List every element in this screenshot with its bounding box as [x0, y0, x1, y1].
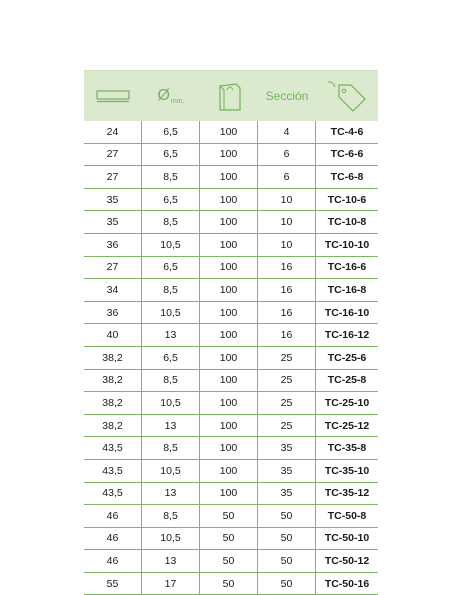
- reference-cell: TC-16-10: [324, 306, 370, 319]
- length-cell: 46: [84, 550, 142, 572]
- length-header: [84, 71, 142, 121]
- length-cell: 46: [84, 528, 142, 550]
- length-cell: 43,5: [84, 437, 142, 459]
- tag-icon: [325, 79, 369, 113]
- diameter-cell: 8,5: [142, 211, 200, 233]
- table-row: [84, 121, 378, 144]
- section-cell: 35: [258, 483, 316, 505]
- quantity-cell: 100: [200, 460, 258, 482]
- quantity-cell: 50: [200, 528, 258, 550]
- section-cell: 50: [258, 528, 316, 550]
- section-cell: 16: [258, 279, 316, 301]
- reference-cell: TC-10-8: [327, 216, 367, 229]
- reference-cell: TC-50-8: [327, 509, 367, 522]
- diameter-cell: 10,5: [142, 528, 200, 550]
- reference-cell: TC-25-10: [324, 396, 370, 409]
- quantity-cell: 100: [200, 234, 258, 256]
- table-row: [84, 189, 378, 212]
- diameter-cell: 6,5: [142, 347, 200, 369]
- length-cell: 46: [84, 505, 142, 527]
- quantity-cell: 100: [200, 302, 258, 324]
- quantity-header: [200, 71, 258, 121]
- section-cell: 10: [258, 234, 316, 256]
- diameter-cell: 13: [142, 483, 200, 505]
- quantity-cell: 50: [200, 550, 258, 572]
- diameter-cell: 6,5: [142, 257, 200, 279]
- reference-cell: TC-4-6: [330, 125, 364, 138]
- section-cell: 25: [258, 370, 316, 392]
- section-cell: 16: [258, 324, 316, 346]
- diameter-unit: mm.: [170, 97, 185, 105]
- length-cell: 38,2: [84, 415, 142, 437]
- table-row: [84, 483, 378, 506]
- table-row: [84, 166, 378, 189]
- table-row: [84, 550, 378, 573]
- length-cell: 35: [84, 189, 142, 211]
- table-row: [84, 279, 378, 302]
- section-cell: 50: [258, 550, 316, 572]
- table-body: [84, 121, 378, 595]
- table-row: [84, 347, 378, 370]
- table-row: [84, 257, 378, 280]
- reference-cell: TC-25-12: [324, 419, 370, 432]
- quantity-cell: 100: [200, 189, 258, 211]
- table-row: [84, 370, 378, 393]
- quantity-cell: 100: [200, 392, 258, 414]
- length-cell: 36: [84, 234, 142, 256]
- bag-icon: [216, 80, 242, 112]
- reference-cell: TC-50-10: [324, 532, 370, 545]
- reference-cell: TC-35-10: [324, 464, 370, 477]
- quantity-cell: 100: [200, 370, 258, 392]
- diameter-cell: 10,5: [142, 392, 200, 414]
- reference-cell: TC-10-10: [324, 238, 370, 251]
- table-row: [84, 392, 378, 415]
- diameter-cell: 13: [142, 324, 200, 346]
- length-cell: 27: [84, 166, 142, 188]
- length-cell: 38,2: [84, 347, 142, 369]
- length-cell: 43,5: [84, 460, 142, 482]
- reference-cell: TC-6-8: [330, 170, 364, 183]
- table-row: [84, 211, 378, 234]
- table-row: [84, 302, 378, 325]
- diameter-cell: 8,5: [142, 370, 200, 392]
- table-row: [84, 324, 378, 347]
- diameter-cell: 13: [142, 550, 200, 572]
- diameter-cell: 8,5: [142, 437, 200, 459]
- reference-cell: TC-50-16: [324, 577, 370, 590]
- reference-cell: TC-25-6: [327, 351, 367, 364]
- length-cell: 34: [84, 279, 142, 301]
- length-cell: 55: [84, 573, 142, 595]
- diameter-cell: 6,5: [142, 144, 200, 166]
- length-cell: 36: [84, 302, 142, 324]
- reference-cell: TC-6-6: [330, 148, 364, 161]
- length-cell: 38,2: [84, 370, 142, 392]
- quantity-cell: 100: [200, 415, 258, 437]
- quantity-cell: 100: [200, 437, 258, 459]
- section-cell: 25: [258, 347, 316, 369]
- section-cell: 16: [258, 257, 316, 279]
- section-cell: 35: [258, 437, 316, 459]
- section-cell: 25: [258, 415, 316, 437]
- diameter-cell: 6,5: [142, 121, 200, 143]
- table-row: [84, 415, 378, 438]
- diameter-cell: 17: [142, 573, 200, 595]
- section-cell: 35: [258, 460, 316, 482]
- diameter-cell: 13: [142, 415, 200, 437]
- section-cell: 6: [258, 166, 316, 188]
- product-table: [84, 70, 378, 595]
- diameter-cell: 8,5: [142, 505, 200, 527]
- reference-cell: TC-25-8: [327, 374, 367, 387]
- section-cell: 10: [258, 189, 316, 211]
- quantity-cell: 100: [200, 166, 258, 188]
- quantity-cell: 100: [200, 144, 258, 166]
- diameter-cell: 10,5: [142, 460, 200, 482]
- length-cell: 43,5: [84, 483, 142, 505]
- quantity-cell: 100: [200, 347, 258, 369]
- section-cell: 16: [258, 302, 316, 324]
- diameter-icon: Ø: [157, 87, 170, 104]
- section-cell: 10: [258, 211, 316, 233]
- diameter-header: [142, 71, 200, 121]
- length-cell: 40: [84, 324, 142, 346]
- section-header: [258, 71, 316, 121]
- table-row: [84, 460, 378, 483]
- quantity-cell: 50: [200, 573, 258, 595]
- reference-cell: TC-35-8: [327, 442, 367, 455]
- quantity-cell: 100: [200, 211, 258, 233]
- reference-cell: TC-50-12: [324, 555, 370, 568]
- quantity-cell: 100: [200, 279, 258, 301]
- reference-cell: TC-16-6: [327, 261, 367, 274]
- reference-cell: TC-10-6: [327, 193, 367, 206]
- quantity-cell: 100: [200, 324, 258, 346]
- quantity-cell: 100: [200, 483, 258, 505]
- diameter-cell: 10,5: [142, 302, 200, 324]
- quantity-cell: 100: [200, 121, 258, 143]
- table-row: [84, 528, 378, 551]
- diameter-cell: 6,5: [142, 189, 200, 211]
- section-cell: 50: [258, 573, 316, 595]
- table-row: [84, 437, 378, 460]
- quantity-cell: 100: [200, 257, 258, 279]
- length-cell: 27: [84, 257, 142, 279]
- length-cell: 35: [84, 211, 142, 233]
- section-cell: 25: [258, 392, 316, 414]
- diameter-cell: 8,5: [142, 279, 200, 301]
- quantity-cell: 50: [200, 505, 258, 527]
- section-cell: 4: [258, 121, 316, 143]
- reference-cell: TC-35-12: [324, 487, 370, 500]
- diameter-cell: 8,5: [142, 166, 200, 188]
- table-row: [84, 144, 378, 167]
- section-label: Sección: [265, 89, 309, 103]
- length-cell: 38,2: [84, 392, 142, 414]
- table-header: [84, 70, 378, 121]
- table-row: [84, 505, 378, 528]
- reference-cell: TC-16-12: [324, 329, 370, 342]
- length-cell: 27: [84, 144, 142, 166]
- section-cell: 50: [258, 505, 316, 527]
- length-cell: 24: [84, 121, 142, 143]
- section-cell: 6: [258, 144, 316, 166]
- table-row: [84, 234, 378, 257]
- length-icon: [96, 89, 130, 103]
- reference-header: [316, 71, 378, 121]
- diameter-cell: 10,5: [142, 234, 200, 256]
- reference-cell: TC-16-8: [327, 283, 367, 296]
